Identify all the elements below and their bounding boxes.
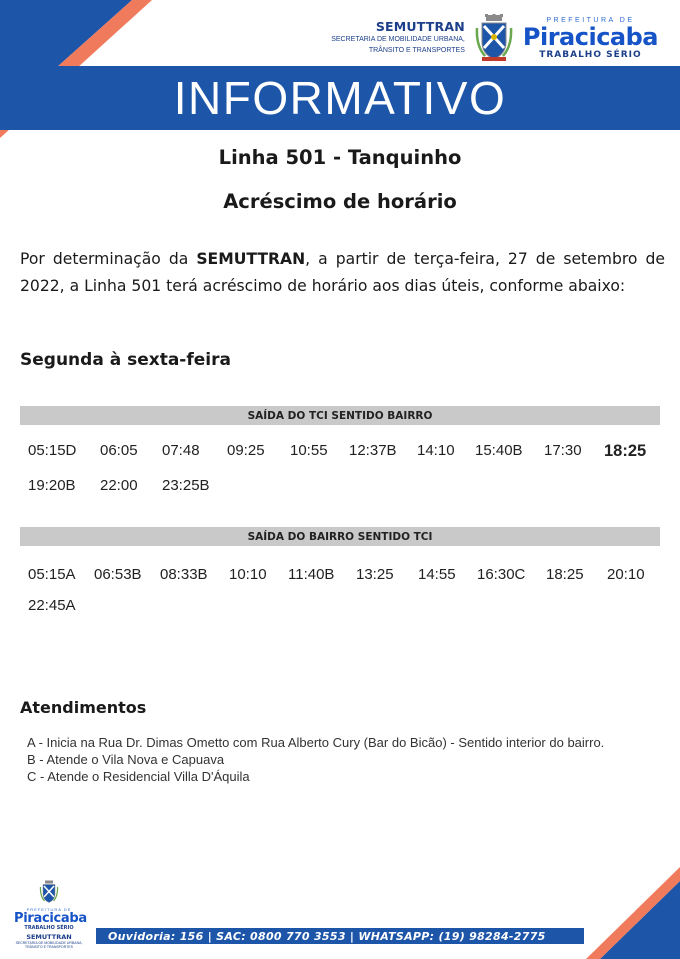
semuttran-name: SEMUTTRAN [375,18,465,34]
footer-logo [14,880,87,950]
schedule-time: 12:37B [349,442,397,459]
atendimento-item-b: B - Atende o Vila Nova e Capuava [27,752,225,767]
atendimento-item-c: C - Atende o Residencial Villa D'Áquila [27,769,250,784]
atendimentos-list [27,734,604,785]
banner-title: INFORMATIVO [173,72,507,124]
schedule-time: 06:05 [100,442,138,459]
schedule-time: 15:40B [475,442,523,459]
city-name: Piracicaba [522,22,658,51]
footer-semuttran-sub-1: SECRETARIA DE MOBILIDADE URBANA, [15,940,83,945]
semuttran-logo [331,18,465,56]
footer-city-name: Piracicaba [14,911,87,926]
footer-prefeitura-label: PREFEITURA DE [26,907,72,912]
schedule-time: 08:33B [160,566,208,583]
schedule-time: 22:45A [28,597,76,614]
schedule-time: 23:25B [162,477,210,494]
footer-contact-bar: Ouvidoria: 156 | SAC: 0800 770 3553 | WHATSAPP: (19) 98284-2775 [96,928,584,944]
table-header-tci-bairro: SAÍDA DO TCI SENTIDO BAIRRO [20,406,660,425]
schedule-time: 18:25 [604,442,647,460]
semuttran-subtitle-2: TRÂNSITO E TRANSPORTES [368,47,465,55]
schedule-time: 14:10 [417,442,455,459]
slogan: TRABALHO SÉRIO [539,49,642,60]
line-title: Linha 501 - Tanquinho [218,146,462,169]
footer-crest-icon [39,880,59,904]
city-crest-icon [475,14,513,62]
days-heading: Segunda à sexta-feira [20,350,231,370]
schedule-time: 14:55 [418,566,456,583]
atendimento-item-a: A - Inicia na Rua Dr. Dimas Ometto com Rua Alberto Cury (Bar do Bicão) - Sentido interior do bairro. [27,735,605,750]
notice-subtitle: Acréscimo de horário [223,190,457,213]
schedule-time: 10:55 [290,442,328,459]
schedule-time: 06:53B [94,566,142,583]
schedule-time: 17:30 [544,442,582,459]
schedule-time: 22:00 [100,477,138,494]
intro-org: SEMUTTRAN [196,250,306,268]
schedule-time: 19:20B [28,477,76,494]
schedule-time: 16:30C [477,566,526,583]
schedule-time: 18:25 [546,566,584,583]
schedule-time: 09:25 [227,442,265,459]
footer-semuttran-name: SEMUTTRAN [26,933,72,941]
intro-paragraph [20,246,665,300]
schedule-time: 20:10 [607,566,645,583]
prefeitura-logo [523,17,658,60]
intro-prefix: Por determinação da [20,250,197,268]
schedule-time: 11:40B [288,566,335,583]
schedule-time: 05:15A [28,566,76,583]
schedule-time: 05:15D [28,442,77,459]
schedule-time: 07:48 [162,442,200,459]
table-header-bairro-tci: SAÍDA DO BAIRRO SENTIDO TCI [20,527,660,546]
prefeitura-label: PREFEITURA DE [546,16,635,24]
footer-semuttran-sub-2: TRÂNSITO E TRANSPORTES [24,945,74,949]
corner-decoration-bottom-right [580,859,680,959]
header-logos [331,10,658,66]
schedule-time: 13:25 [356,566,394,583]
informativo-banner [0,66,680,130]
atendimentos-heading: Atendimentos [20,698,147,717]
intro-suffix: , a partir de terça-feira, 27 de setembro de 2022, a Linha 501 terá acréscimo de horário aos dias úteis, conforme abaixo: [20,250,665,295]
schedule-time: 10:10 [229,566,267,583]
semuttran-subtitle-1: SECRETARIA DE MOBILIDADE URBANA, [331,36,465,44]
footer-slogan: TRABALHO SÉRIO [24,925,74,931]
